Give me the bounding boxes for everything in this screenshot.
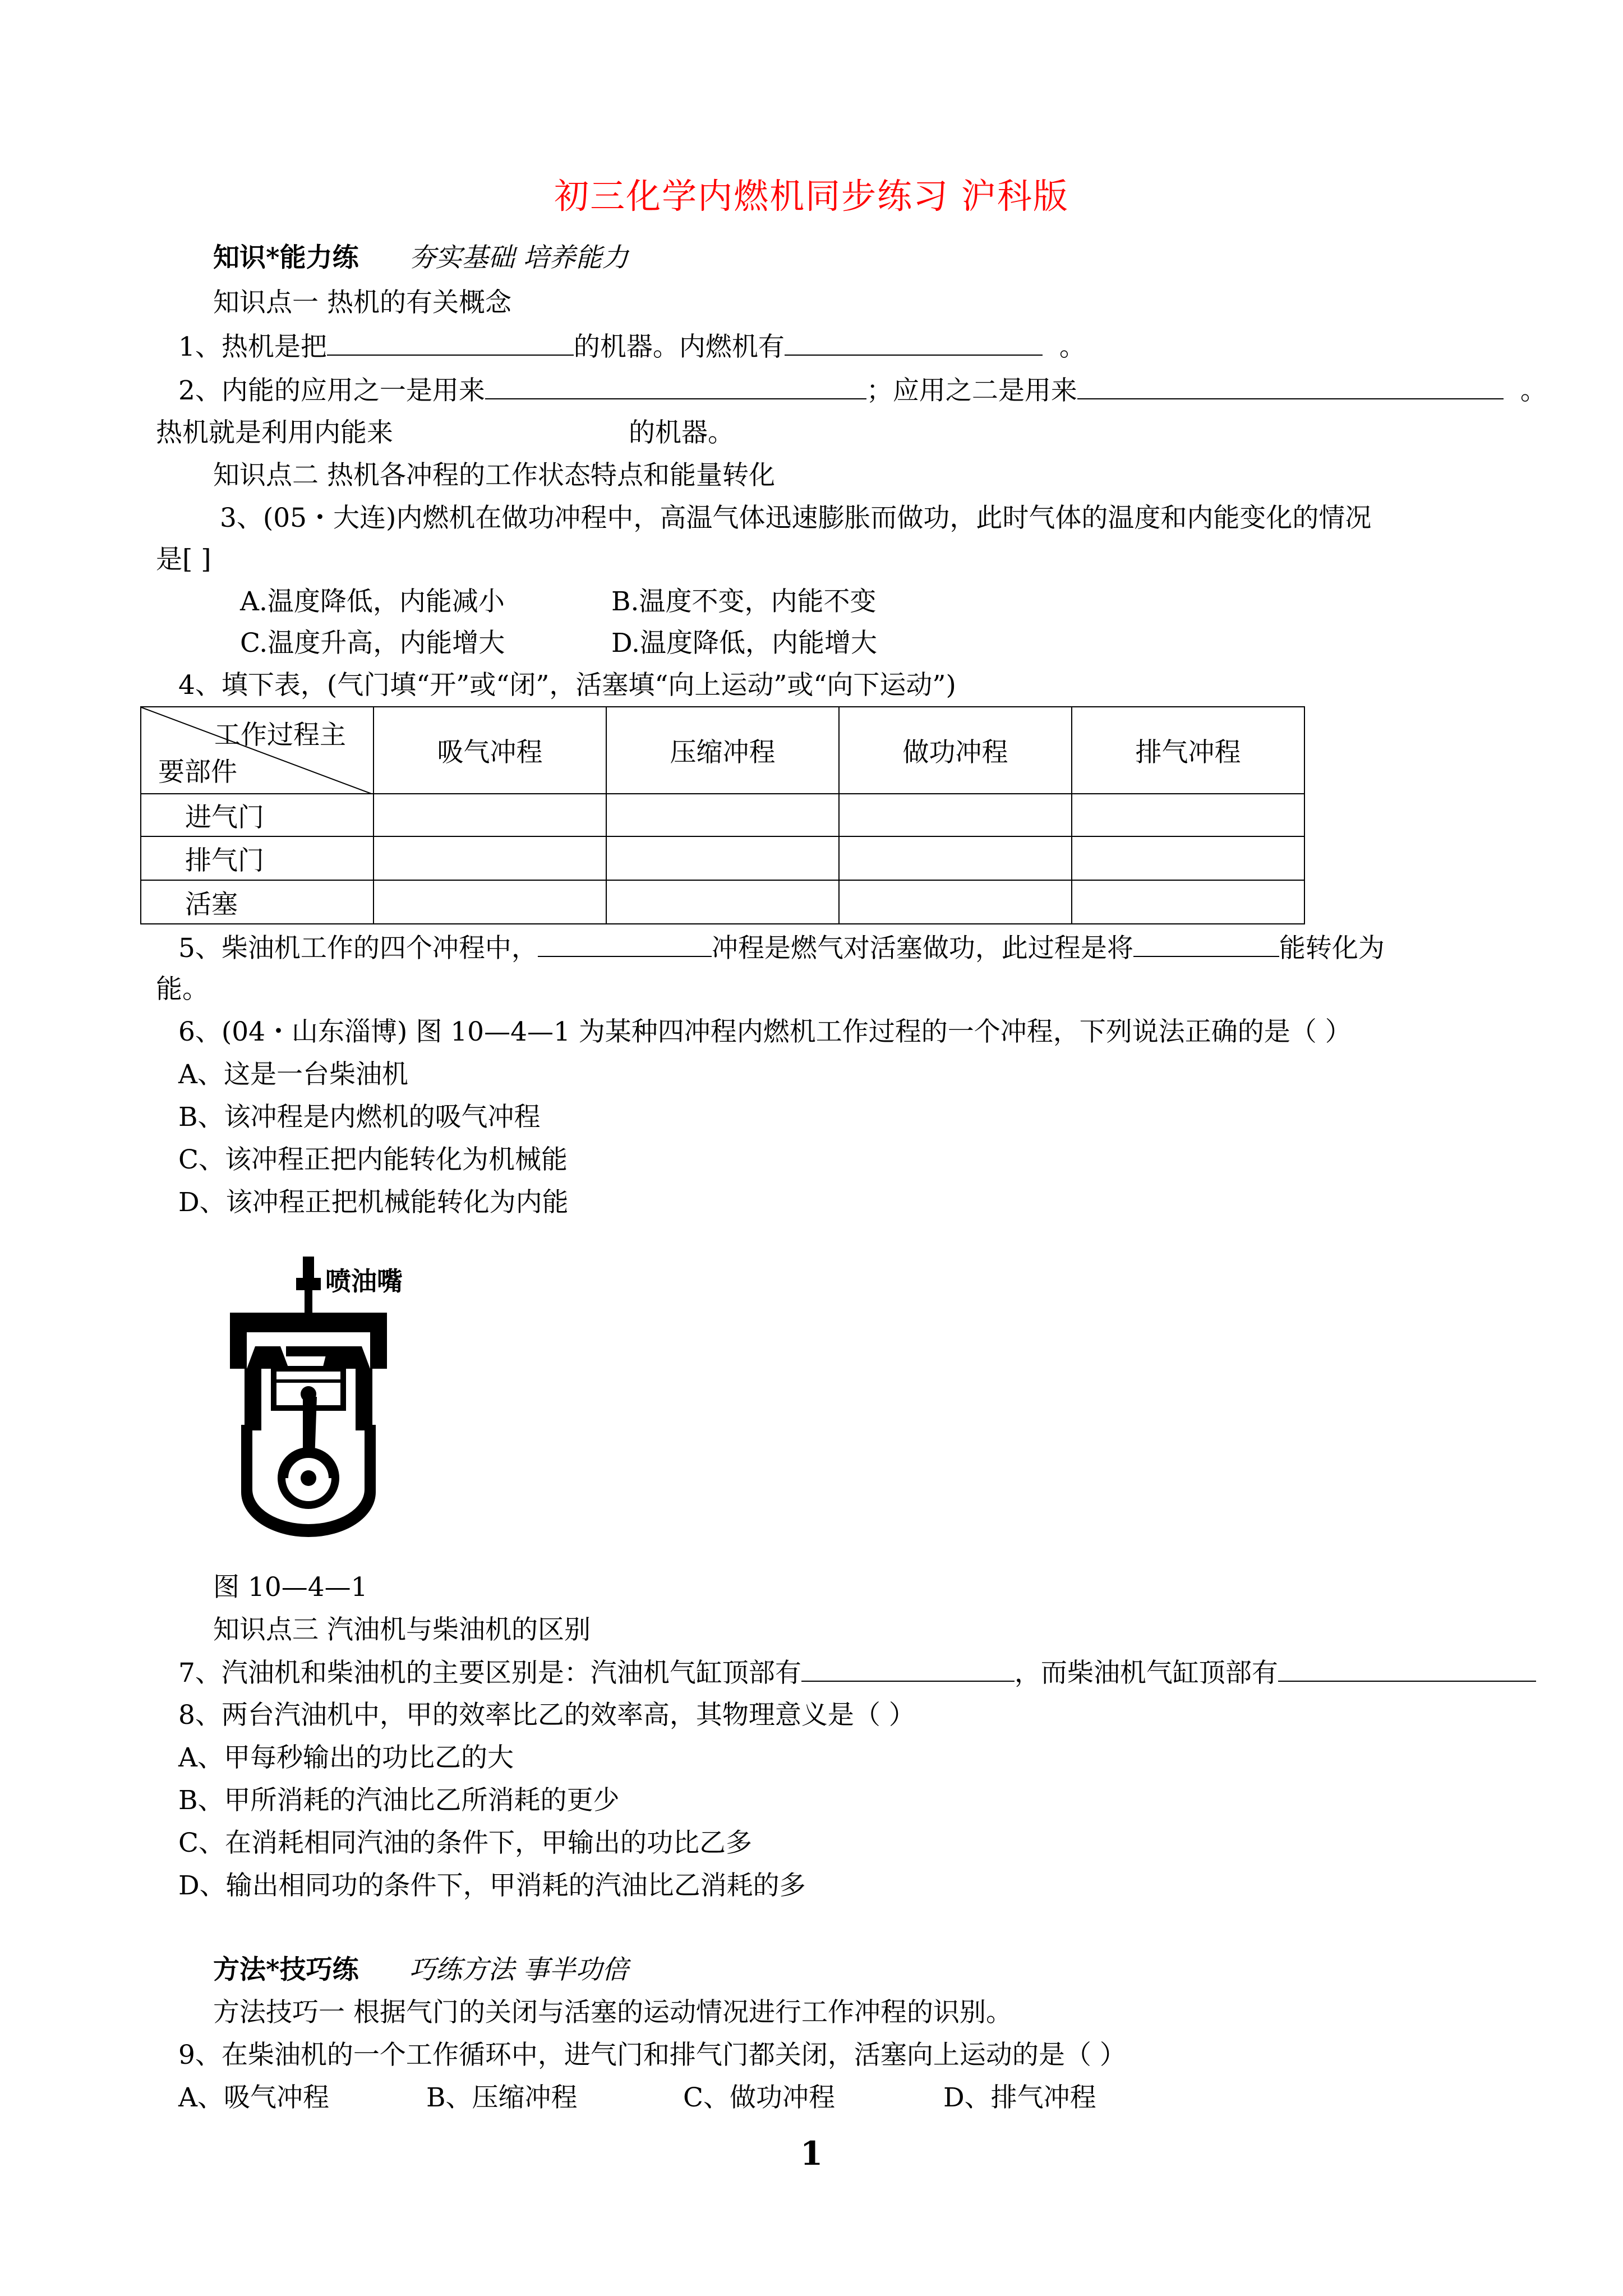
question-1: 1、热机是把 的机器。内燃机有 。	[178, 330, 1086, 364]
question-5: 5、柴油机工作的四个冲程中， 冲程是燃气对活塞做功，此过程是将 能转化为	[178, 931, 1385, 965]
question-7: 7、汽油机和柴油机的主要区别是：汽油机气缸顶部有 ，而柴油机气缸顶部有	[178, 1656, 1536, 1690]
option-b: B.温度不变，内能不变	[611, 586, 877, 617]
method-1: 方法技巧一 根据气门的关闭与活塞的运动情况进行工作冲程的识别。	[213, 1997, 1012, 2028]
answer-blank[interactable]	[327, 330, 574, 356]
option-c: C、在消耗相同汽油的条件下，甲输出的功比乙多	[178, 1828, 752, 1858]
answer-blank[interactable]	[785, 330, 1043, 356]
answer-blank[interactable]	[485, 374, 866, 399]
answer-blank[interactable]	[1133, 931, 1279, 957]
section2-heading-line	[213, 1953, 629, 1987]
section1-heading-line	[213, 241, 629, 275]
question-9: 9、在柴油机的一个工作循环中，进气门和排气门都关闭，活塞向上运动的是（ ）	[178, 2040, 1126, 2070]
option-c: C.温度升高，内能增大	[240, 628, 505, 659]
table-cell[interactable]	[374, 880, 606, 924]
option-b: B、甲所消耗的汽油比乙所消耗的更少	[178, 1785, 620, 1816]
answer-blank[interactable]	[1278, 1656, 1536, 1682]
corner-top-label: 工作过程主	[214, 720, 346, 751]
question-8: 8、两台汽油机中，甲的效率比乙的效率高，其物理意义是（ ）	[178, 1700, 915, 1731]
table-cell[interactable]	[1072, 880, 1304, 924]
question-2-cont: 热机就是利用内能来 的机器。	[156, 417, 734, 448]
question-4: 4、填下表，(气门填“开”或“闭”，活塞填“向上运动”或“向下运动”)	[178, 670, 956, 701]
answer-blank[interactable]	[538, 931, 712, 957]
table-cell[interactable]	[606, 836, 839, 880]
figure-caption: 图 10—4—1	[213, 1572, 368, 1603]
table-cell[interactable]	[839, 836, 1072, 880]
question-6: 6、(04・山东淄博) 图 10—4—1 为某种四冲程内燃机工作过程的一个冲程，下列说法正确的是（ ）	[178, 1016, 1352, 1047]
table-cell[interactable]	[839, 794, 1072, 836]
table-cell[interactable]	[606, 794, 839, 836]
column-header: 压缩冲程	[606, 707, 839, 794]
option-a: A、吸气冲程	[178, 2082, 329, 2113]
option-d: D、输出相同功的条件下，甲消耗的汽油比乙消耗的多	[178, 1870, 806, 1901]
injector-label: 喷油嘴	[325, 1266, 403, 1296]
row-header: 排气门	[141, 836, 374, 880]
question-3-cont: 是[ ]	[156, 544, 211, 575]
table-cell[interactable]	[374, 836, 606, 880]
knowledge-point-2: 知识点二 热机各冲程的工作状态特点和能量转化	[213, 460, 775, 491]
option-a: A、这是一台柴油机	[178, 1059, 408, 1090]
engine-figure	[224, 1257, 449, 1537]
knowledge-point-1: 知识点一 热机的有关概念	[213, 287, 511, 318]
option-b: B、该冲程是内燃机的吸气冲程	[178, 1102, 541, 1133]
option-a: A、甲每秒输出的功比乙的大	[178, 1742, 514, 1773]
row-header: 活塞	[141, 880, 374, 924]
section2-heading: 方法*技巧练	[213, 1954, 359, 1985]
table-corner-cell	[141, 707, 374, 794]
stroke-table	[140, 706, 1305, 924]
table-cell[interactable]	[1072, 794, 1304, 836]
column-header: 做功冲程	[839, 707, 1072, 794]
column-header: 吸气冲程	[374, 707, 606, 794]
question-3: 3、(05・大连)内燃机在做功冲程中，高温气体迅速膨胀而做功，此时气体的温度和内能变化的情况	[220, 503, 1372, 533]
answer-blank[interactable]	[801, 1656, 1015, 1682]
option-d: D.温度降低，内能增大	[611, 628, 877, 659]
option-c: C、做功冲程	[683, 2082, 835, 2113]
question-2: 2、内能的应用之一是用来 ；应用之二是用来 。	[178, 374, 1547, 408]
page-title: 初三化学内燃机同步练习 沪科版	[554, 176, 1069, 217]
page-number: 1	[800, 2134, 823, 2173]
corner-bottom-label: 要部件	[158, 757, 237, 788]
row-header: 进气门	[141, 794, 374, 836]
knowledge-point-3: 知识点三 汽油机与柴油机的区别	[213, 1614, 591, 1645]
table-cell[interactable]	[606, 880, 839, 924]
engine-diagram	[224, 1257, 449, 1537]
option-c: C、该冲程正把内能转化为机械能	[178, 1144, 568, 1175]
table-cell[interactable]	[374, 794, 606, 836]
section1-heading: 知识*能力练	[213, 242, 359, 273]
option-a: A.温度降低，内能减小	[240, 586, 505, 617]
table-cell[interactable]	[1072, 836, 1304, 880]
column-header: 排气冲程	[1072, 707, 1304, 794]
section2-subtitle: 巧练方法 事半功倍	[409, 1954, 629, 1985]
answer-blank[interactable]	[1077, 374, 1504, 399]
section1-subtitle: 夯实基础 培养能力	[409, 242, 629, 273]
option-d: D、该冲程正把机械能转化为内能	[178, 1187, 569, 1218]
question-5-cont: 能。	[156, 974, 209, 1005]
table-cell[interactable]	[839, 880, 1072, 924]
option-d: D、排气冲程	[943, 2082, 1096, 2113]
option-b: B、压缩冲程	[426, 2082, 578, 2113]
